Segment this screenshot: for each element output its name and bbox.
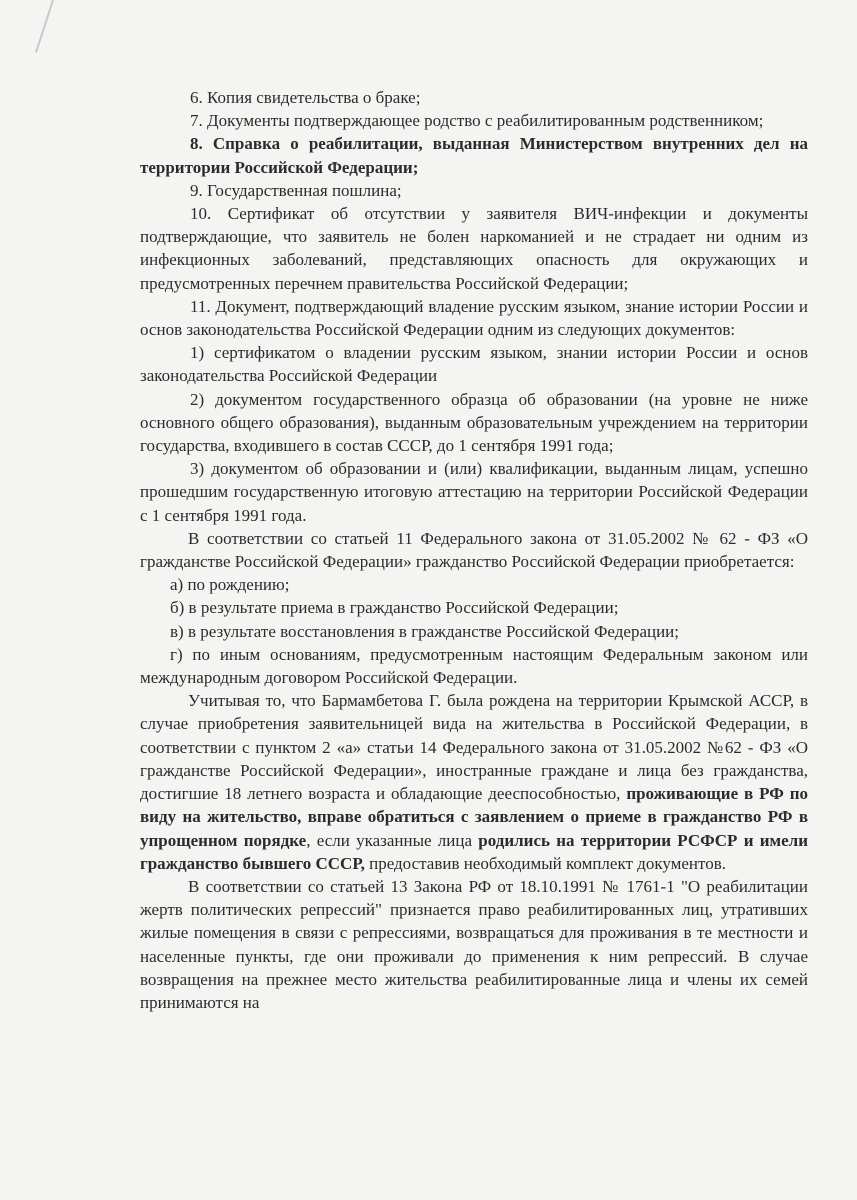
considering-bold-2: родились на территории РСФСР и имели гражданство бывшего СССР,	[140, 830, 808, 873]
list-item-6: 6. Копия свидетельства о браке;	[190, 88, 421, 107]
sub-item-2: 2) документом государственного образца об образовании (на уровне не ниже основного общего образования), выданным образовательным учреждением на территории государства, входившего в состав СССР, до 1 сентября 1991 года;	[140, 389, 808, 456]
paragraph-law-article-11: В соответствии со статьей 11 Федерального закона от 31.05.2002 № 62 - ФЗ «О гражданстве Российской Федерации» гражданство Российской Федерации приобретается:	[140, 528, 808, 572]
paragraph-law-article-13: В соответствии со статьей 13 Закона РФ от 18.10.1991 № 1761-1 "О реабилитации жертв политических репрессий" признается право реабилитированных лиц, утративших жилые помещения в связи с репрессиями, возвращаться для проживания в те местности и населенные пункты, где они проживали до применения к ним репрессий. В случае возвращения на прежнее место жительства реабилитированные лица и члены их семей принимаются на	[140, 876, 808, 1012]
considering-text-2: , если указанные лица	[306, 830, 473, 850]
paper-fold-mark	[35, 0, 54, 53]
sub-item-3: 3) документом об образовании и (или) квалификации, выданным лицам, успешно прошедшим государственную итоговую аттестацию на территории Российской Федерации с 1 сентября 1991 года.	[140, 459, 808, 525]
list-item-10: 10. Сертификат об отсутствии у заявителя ВИЧ-инфекции и документы подтверждающие, что заявитель не болен наркоманией и не страдает ни одним из инфекционных заболеваний, представляющих опасность для окружающих и предусмотренных перечнем правительства Российской Федерации;	[140, 204, 808, 293]
considering-bold-1: проживающие в РФ по виду на жительство, вправе обратиться с заявлением о приеме в гражданство РФ в упрощенном порядке	[140, 784, 808, 850]
list-item-11: 11. Документ, подтверждающий владение русским языком, знание истории России и основ законодательства Российской Федерации одним из следующих документов:	[140, 296, 808, 340]
document-body	[140, 86, 808, 1014]
citizenship-basis-v: в) в результате восстановления в гражданстве Российской Федерации;	[170, 621, 680, 641]
considering-text-3: предоставив необходимый комплект документов.	[364, 853, 726, 873]
considering-text-1: Учитывая то, что Бармамбетова Г. была рождена на территории Крымской АССР, в случае приобретения заявительницей вида на жительства в Российской Федерации, в соответствии с пунктом 2 «а» статьи 14 Федерального закона от 31.05.2002 №62 - ФЗ «О гражданстве Российской Федерации», иностранные граждане и лица без гражданства, достигшие 18 летнего возраста и обладающие дееспособностью,	[140, 691, 808, 804]
citizenship-basis-a: а) по рождению;	[170, 575, 290, 595]
citizenship-basis-b: б) в результате приема в гражданство Российской Федерации;	[170, 598, 619, 618]
paragraph-considering	[140, 689, 808, 875]
list-item-8: 8. Справка о реабилитации, выданная Министерством внутренних дел на территории Российской Федерации;	[140, 134, 808, 177]
list-item-9: 9. Государственная пошлина;	[190, 180, 402, 200]
list-item-7: 7. Документы подтверждающее родство с реабилитированным родственником;	[190, 111, 764, 131]
citizenship-basis-g: г) по иным основаниям, предусмотренным настоящим Федеральным законом или международным договором Российской Федерации.	[140, 644, 808, 688]
sub-item-1: 1) сертификатом о владении русским языком, знании истории России и основ законодательства Российской Федерации	[140, 343, 808, 386]
